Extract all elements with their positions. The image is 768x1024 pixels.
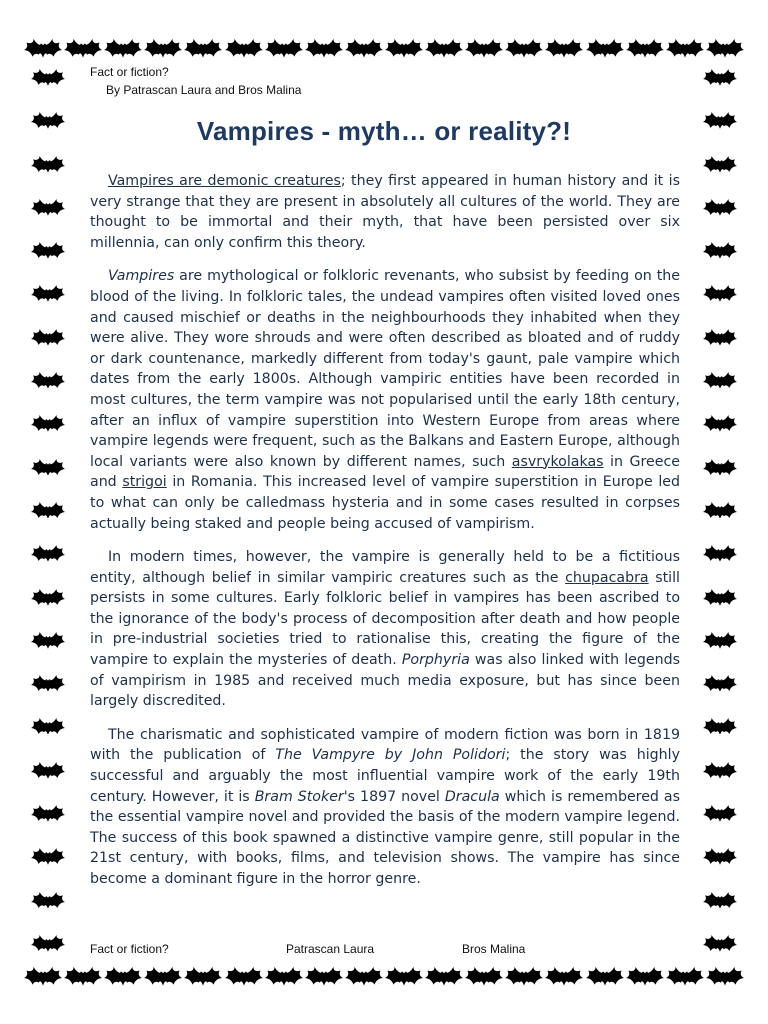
text-run: The charismatic and sophisticated vampire of modern fiction was born in 1819 with the publication of bbox=[90, 726, 680, 764]
bat-icon bbox=[703, 717, 737, 739]
bat-icon bbox=[586, 38, 624, 62]
bat-icon bbox=[31, 847, 65, 869]
bat-icon bbox=[703, 674, 737, 696]
bat-icon bbox=[31, 501, 65, 523]
text-run: ; the story was highly successful and arguably the most influential vampire work of the early 19th century. However, it is bbox=[90, 747, 680, 805]
bat-icon bbox=[345, 38, 383, 62]
bat-icon bbox=[703, 371, 737, 393]
underlined-term: chupacabra bbox=[565, 569, 649, 586]
bat-icon bbox=[31, 198, 65, 220]
paragraph-2 bbox=[90, 266, 680, 534]
bat-icon bbox=[184, 966, 222, 990]
text-run: 's 1897 novel bbox=[343, 788, 445, 805]
bat-icon bbox=[31, 761, 65, 783]
footer-center: Patrascan Laura bbox=[286, 942, 375, 956]
text-run: which is remembered as the essential vampire novel and provided the basis of the modern vampire legend. The success of this book spawned a distinctive vampire genre, still popular in the 21st century, with books, films, and television shows. The vampire has since become a dominant figure in the horror genre. bbox=[90, 788, 680, 887]
bat-icon bbox=[31, 804, 65, 826]
bat-icon bbox=[31, 414, 65, 436]
bat-icon bbox=[703, 501, 737, 523]
article-body bbox=[90, 171, 680, 903]
bat-icon bbox=[706, 38, 744, 62]
bat-icon bbox=[24, 38, 62, 62]
footer-left: Fact or fiction? bbox=[90, 942, 169, 956]
bat-icon bbox=[31, 891, 65, 913]
bat-icon bbox=[31, 68, 65, 90]
bat-icon bbox=[385, 38, 423, 62]
bat-icon bbox=[225, 38, 263, 62]
text-run: In modern times, however, the vampire is generally held to be a fictitious entity, although belief in similar vampiric creatures such as the bbox=[90, 549, 680, 586]
bat-icon bbox=[31, 328, 65, 350]
bat-icon bbox=[31, 544, 65, 566]
bat-icon bbox=[703, 761, 737, 783]
bat-border-top bbox=[24, 34, 744, 66]
bat-icon bbox=[545, 38, 583, 62]
bat-icon bbox=[31, 674, 65, 696]
bat-icon bbox=[64, 966, 102, 990]
bat-icon bbox=[24, 966, 62, 990]
bat-icon bbox=[666, 966, 704, 990]
bat-icon bbox=[703, 934, 737, 956]
bat-icon bbox=[31, 934, 65, 956]
text-run: was also linked with legends of vampirism in 1985 and received much media exposure, but has since been largely discredited. bbox=[90, 652, 680, 710]
bat-icon bbox=[545, 966, 583, 990]
bat-icon bbox=[184, 38, 222, 62]
bat-icon bbox=[265, 966, 303, 990]
bat-icon bbox=[305, 966, 343, 990]
bat-icon bbox=[703, 544, 737, 566]
page-title: Vampires - myth… or reality?! bbox=[196, 116, 572, 146]
bat-icon bbox=[703, 198, 737, 220]
bat-icon bbox=[703, 847, 737, 869]
bat-icon bbox=[706, 966, 744, 990]
bat-icon bbox=[31, 717, 65, 739]
bat-icon bbox=[225, 966, 263, 990]
bat-icon bbox=[425, 38, 463, 62]
bat-border-bottom bbox=[24, 962, 744, 994]
italic-term: Bram Stoker bbox=[254, 788, 344, 805]
bat-icon bbox=[703, 588, 737, 610]
bat-border-right bbox=[698, 68, 742, 956]
bat-icon bbox=[31, 588, 65, 610]
footer-right: Bros Malina bbox=[462, 942, 526, 956]
bat-icon bbox=[345, 966, 383, 990]
paragraph-1 bbox=[90, 171, 680, 253]
bat-icon bbox=[666, 38, 704, 62]
bat-icon bbox=[144, 966, 182, 990]
bat-icon bbox=[144, 38, 182, 62]
bat-icon bbox=[465, 38, 503, 62]
underlined-term: Vampires are demonic creatures bbox=[108, 173, 341, 189]
bat-icon bbox=[505, 38, 543, 62]
paragraph-4 bbox=[90, 725, 680, 890]
bat-icon bbox=[703, 414, 737, 436]
byline bbox=[90, 63, 301, 99]
bat-icon bbox=[305, 38, 343, 62]
underlined-term: strigoi bbox=[122, 474, 167, 491]
text-run: ; they first appeared in human history and it is very strange that they are present in absolutely all cultures of the world. They are thought to be immortal and their myth, that have been persisted over six millennia, can only confirm this theory. bbox=[90, 173, 680, 251]
bat-icon bbox=[104, 966, 142, 990]
bat-icon bbox=[31, 284, 65, 306]
bat-icon bbox=[31, 631, 65, 653]
bat-icon bbox=[586, 966, 624, 990]
underlined-term: asvrykolakas bbox=[511, 453, 604, 470]
text-run: in Romania. This increased level of vampire superstition in Europe led to what can only be calledmass hysteria and in some cases resulted in corpses actually being staked and people being accused of vampirism. bbox=[90, 474, 680, 532]
bat-icon bbox=[31, 371, 65, 393]
bat-icon bbox=[626, 966, 664, 990]
bat-icon bbox=[465, 966, 503, 990]
bat-icon bbox=[703, 804, 737, 826]
bat-icon bbox=[626, 38, 664, 62]
bat-icon bbox=[31, 458, 65, 480]
paragraph-3 bbox=[90, 547, 680, 712]
bat-icon bbox=[505, 966, 543, 990]
bat-icon bbox=[265, 38, 303, 62]
bat-icon bbox=[703, 631, 737, 653]
byline-line-1: Fact or fiction? bbox=[90, 65, 169, 79]
italic-term: Vampires bbox=[108, 268, 175, 285]
bat-icon bbox=[703, 328, 737, 350]
bat-icon bbox=[703, 891, 737, 913]
byline-line-2: By Patrascan Laura and Bros Malina bbox=[106, 83, 302, 97]
text-run: in Greece and bbox=[90, 453, 680, 491]
bat-icon bbox=[31, 155, 65, 177]
italic-term: Porphyria bbox=[401, 652, 470, 669]
bat-icon bbox=[703, 155, 737, 177]
bat-icon bbox=[31, 241, 65, 263]
bat-icon bbox=[385, 966, 423, 990]
bat-icon bbox=[703, 68, 737, 90]
bat-icon bbox=[703, 241, 737, 263]
bat-icon bbox=[703, 284, 737, 306]
bat-icon bbox=[703, 458, 737, 480]
italic-term: The Vampyre by John Polidori bbox=[275, 747, 506, 764]
bat-icon bbox=[425, 966, 463, 990]
text-run: are mythological or folkloric revenants, who subsist by feeding on the blood of the living. In folkloric tales, the undead vampires often visited loved ones and caused mischief or deaths in the neighbourhoods they inhabited when they were alive. They wore shrouds and were often described as bloated and of ruddy or dark countenance, markedly different from today's gaunt, pale vampire which dates from the early 1800s. Although vampiric entities have been recorded in most cultures, the term vampire was not popularised until the early 18th century, after an influx of vampire superstition into Western Europe from areas where vampire legends were frequent, such as the Balkans and Eastern Europe, although local variants were also known by different names, such bbox=[90, 268, 680, 470]
text-run: still persists in some cultures. Early folkloric belief in vampires has been ascribed to the ignorance of the body's process of decomposition after death and how people in pre-industrial societies tried to rationalise this, creating the figure of the vampire to explain the mysteries of death. bbox=[90, 569, 680, 669]
bat-icon bbox=[104, 38, 142, 62]
italic-term: Dracula bbox=[444, 788, 500, 805]
bat-icon bbox=[64, 38, 102, 62]
bat-border-left bbox=[26, 68, 70, 956]
